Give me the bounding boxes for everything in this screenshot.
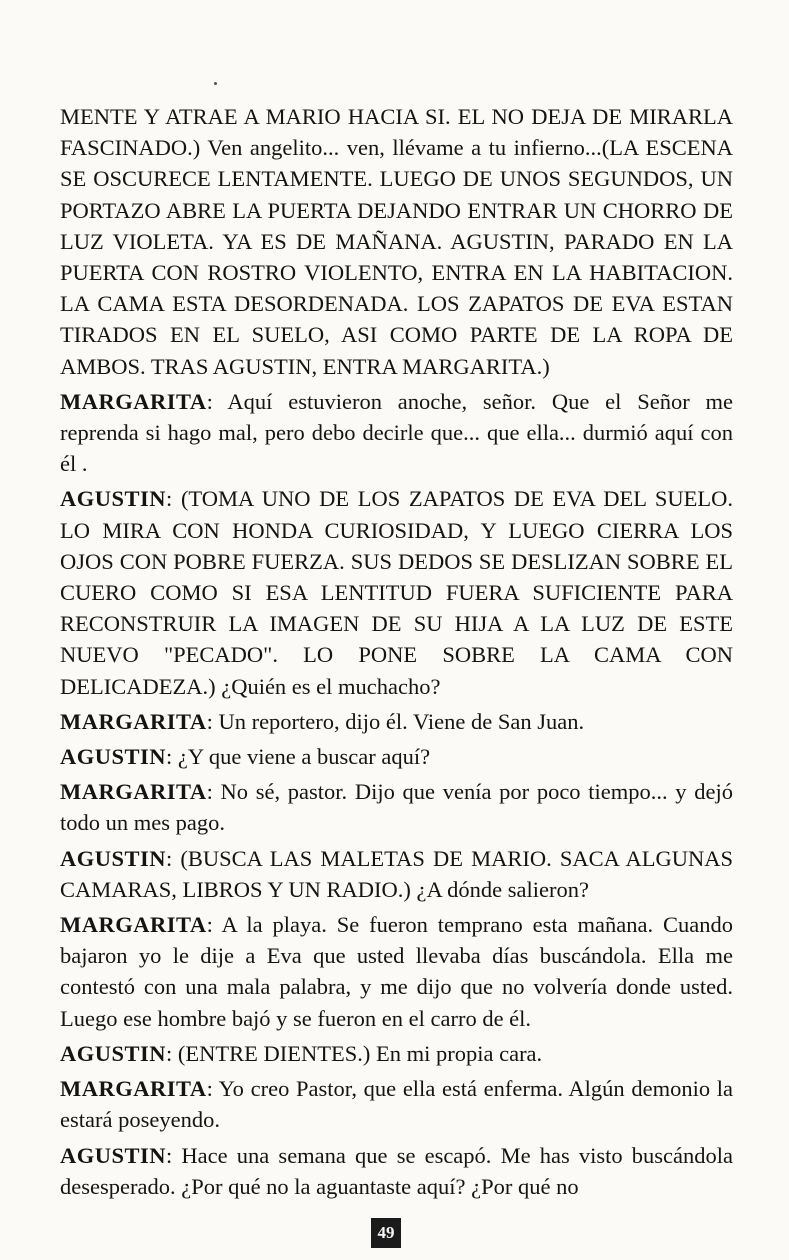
dialogue-text: : A la playa. Se fueron temprano esta mañana. Cuando bajaron yo le dije a Eva que usted llevaba días buscándola. Ella me contestó con una mala palabra, y me dijo que no volvería donde usted. Luego ese hombre bajó y se fueron en el carro de él. <box>60 912 733 1031</box>
dialogue-text: : Aquí estuvieron anoche, señor. Que el Señor me reprenda si hago mal, pero debo decirle que... que ella... durmió aquí con él . <box>60 388 733 477</box>
speaker-name: MARGARITA <box>60 388 207 414</box>
speaker-name: MARGARITA <box>60 912 207 938</box>
speaker-name: MARGARITA <box>60 708 207 734</box>
print-speck <box>214 82 217 85</box>
speaker-name: AGUSTIN <box>60 486 167 512</box>
script-paragraph <box>60 1140 733 1202</box>
speaker-name: AGUSTIN <box>60 1040 167 1066</box>
script-text <box>60 101 733 1206</box>
script-paragraph <box>60 741 733 772</box>
speaker-name: AGUSTIN <box>60 1142 167 1168</box>
script-paragraph <box>60 1038 733 1069</box>
dialogue-text: : No sé, pastor. Dijo que venía por poco tiempo... y dejó todo un mes pago. <box>60 779 733 836</box>
dialogue-text: : ¿Y que viene a buscar aquí? <box>166 744 431 770</box>
script-paragraph <box>60 483 733 701</box>
page-number: 49 <box>371 1218 401 1248</box>
dialogue-text: : (BUSCA LAS MALETAS DE MARIO. SACA ALGUNAS CAMARAS, LIBROS Y UN RADIO.) ¿A dónde salieron? <box>60 845 733 902</box>
speaker-name: AGUSTIN <box>60 845 167 871</box>
script-paragraph <box>60 776 733 838</box>
script-paragraph <box>60 386 733 480</box>
speaker-name: MARGARITA <box>60 779 207 805</box>
script-paragraph <box>60 843 733 905</box>
script-paragraph <box>60 1073 733 1135</box>
dialogue-text: : (TOMA UNO DE LOS ZAPATOS DE EVA DEL SUELO. LO MIRA CON HONDA CURIOSIDAD, Y LUEGO CIERRA LOS OJOS CON POBRE FUERZA. SUS DEDOS SE DESLIZAN SOBRE EL CUERO COMO SI ESA LENTITUD FUERA SUFICIENTE PARA RECONSTRUIR LA IMAGEN DE SU HIJA A LA LUZ DE ESTE NUEVO "PECADO". LO PONE SOBRE LA CAMA CON DELICADEZA.) ¿Quién es el muchacho? <box>60 486 733 699</box>
speaker-name: MARGARITA <box>60 1076 207 1102</box>
script-paragraph <box>60 101 733 382</box>
dialogue-text: MENTE Y ATRAE A MARIO HACIA SI. EL NO DEJA DE MIRARLA FASCINADO.) Ven angelito... ven, llévame a tu infierno...(LA ESCENA SE OSCURECE LENTAMENTE. LUEGO DE UNOS SEGUNDOS, UN PORTAZO ABRE LA PUERTA DEJANDO ENTRAR UN CHORRO DE LUZ VIOLETA. YA ES DE MAÑANA. AGUSTIN, PARADO EN LA PUERTA CON ROSTRO VIOLENTO, ENTRA EN LA HABITACION. LA CAMA ESTA DESORDENADA. LOS ZAPATOS DE EVA ESTAN TIRADOS EN EL SUELO, ASI COMO PARTE DE LA ROPA DE AMBOS. TRAS AGUSTIN, ENTRA MARGARITA.) <box>60 104 733 379</box>
script-paragraph <box>60 706 733 737</box>
dialogue-text: : Yo creo Pastor, que ella está enferma. Algún demonio la estará poseyendo. <box>60 1076 733 1133</box>
script-paragraph <box>60 909 733 1034</box>
dialogue-text: : Un reportero, dijo él. Viene de San Juan. <box>206 708 585 734</box>
dialogue-text: : (ENTRE DIENTES.) En mi propia cara. <box>166 1040 543 1066</box>
speaker-name: AGUSTIN <box>60 744 167 770</box>
dialogue-text: : Hace una semana que se escapó. Me has visto buscándola desesperado. ¿Por qué no la aguantaste aquí? ¿Por qué no <box>60 1142 733 1199</box>
